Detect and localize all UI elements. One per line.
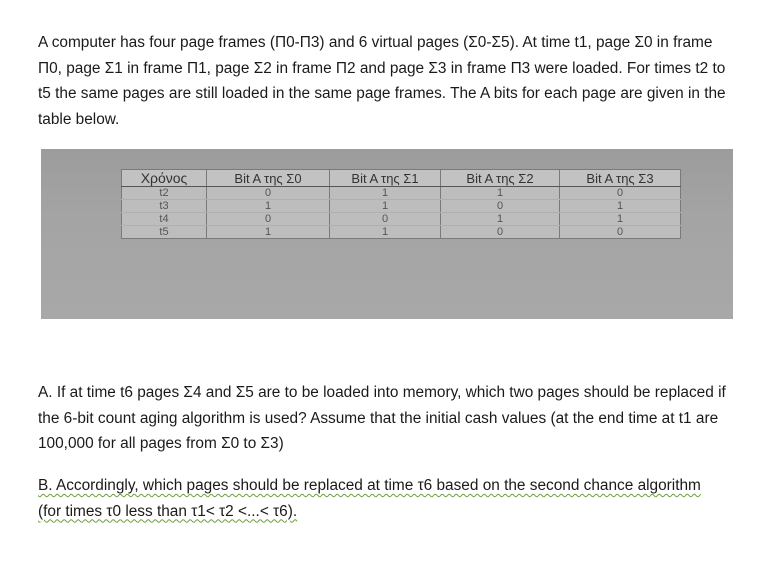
table-photo <box>41 149 733 319</box>
cell-time: t5 <box>122 226 207 239</box>
cell-bit: 0 <box>207 213 330 226</box>
header-s0: Bit A της Σ0 <box>207 170 330 187</box>
table-row <box>122 187 681 200</box>
cell-bit: 0 <box>560 226 681 239</box>
cell-bit: 0 <box>330 213 441 226</box>
table-row <box>122 200 681 213</box>
cell-time: t4 <box>122 213 207 226</box>
cell-bit: 1 <box>330 200 441 213</box>
cell-bit: 1 <box>330 187 441 200</box>
table-row <box>122 213 681 226</box>
header-time: Χρόνος <box>122 170 207 187</box>
cell-time: t2 <box>122 187 207 200</box>
a-bits-table <box>121 169 681 239</box>
header-s2: Bit A της Σ2 <box>441 170 560 187</box>
table-row <box>122 226 681 239</box>
cell-bit: 0 <box>560 187 681 200</box>
cell-bit: 1 <box>330 226 441 239</box>
header-s1: Bit A της Σ1 <box>330 170 441 187</box>
cell-time: t3 <box>122 200 207 213</box>
header-s3: Bit A της Σ3 <box>560 170 681 187</box>
question-a: A. If at time t6 pages Σ4 and Σ5 are to be loaded into memory, which two pages should be replaced if the 6-bit count aging algorithm is used? Assume that the initial cash values (at the end time at t1 are 100,000 for all pages from Σ0 to Σ3) <box>38 384 726 453</box>
cell-bit: 1 <box>441 213 560 226</box>
cell-bit: 1 <box>207 200 330 213</box>
intro-paragraph: A computer has four page frames (Π0-Π3) and 6 virtual pages (Σ0-Σ5). At time t1, page Σ0 in frame Π0, page Σ1 in frame Π1, page Σ2 in frame Π2 and page Σ3 in frame Π3 were loaded. For times t2 to t5 the same pages are still loaded in the same page frames. The A bits for each page are given in the table below. <box>38 34 726 128</box>
cell-bit: 1 <box>560 213 681 226</box>
table-header-row <box>122 170 681 187</box>
cell-bit: 1 <box>560 200 681 213</box>
cell-bit: 0 <box>441 200 560 213</box>
question-b <box>38 473 728 524</box>
cell-bit: 0 <box>441 226 560 239</box>
cell-bit: 1 <box>207 226 330 239</box>
cell-bit: 0 <box>207 187 330 200</box>
question-b-text: B. Accordingly, which pages should be replaced at time τ6 based on the second chance algorithm (for times τ0 less than τ1< τ2 <...< τ6). <box>38 477 701 520</box>
cell-bit: 1 <box>441 187 560 200</box>
